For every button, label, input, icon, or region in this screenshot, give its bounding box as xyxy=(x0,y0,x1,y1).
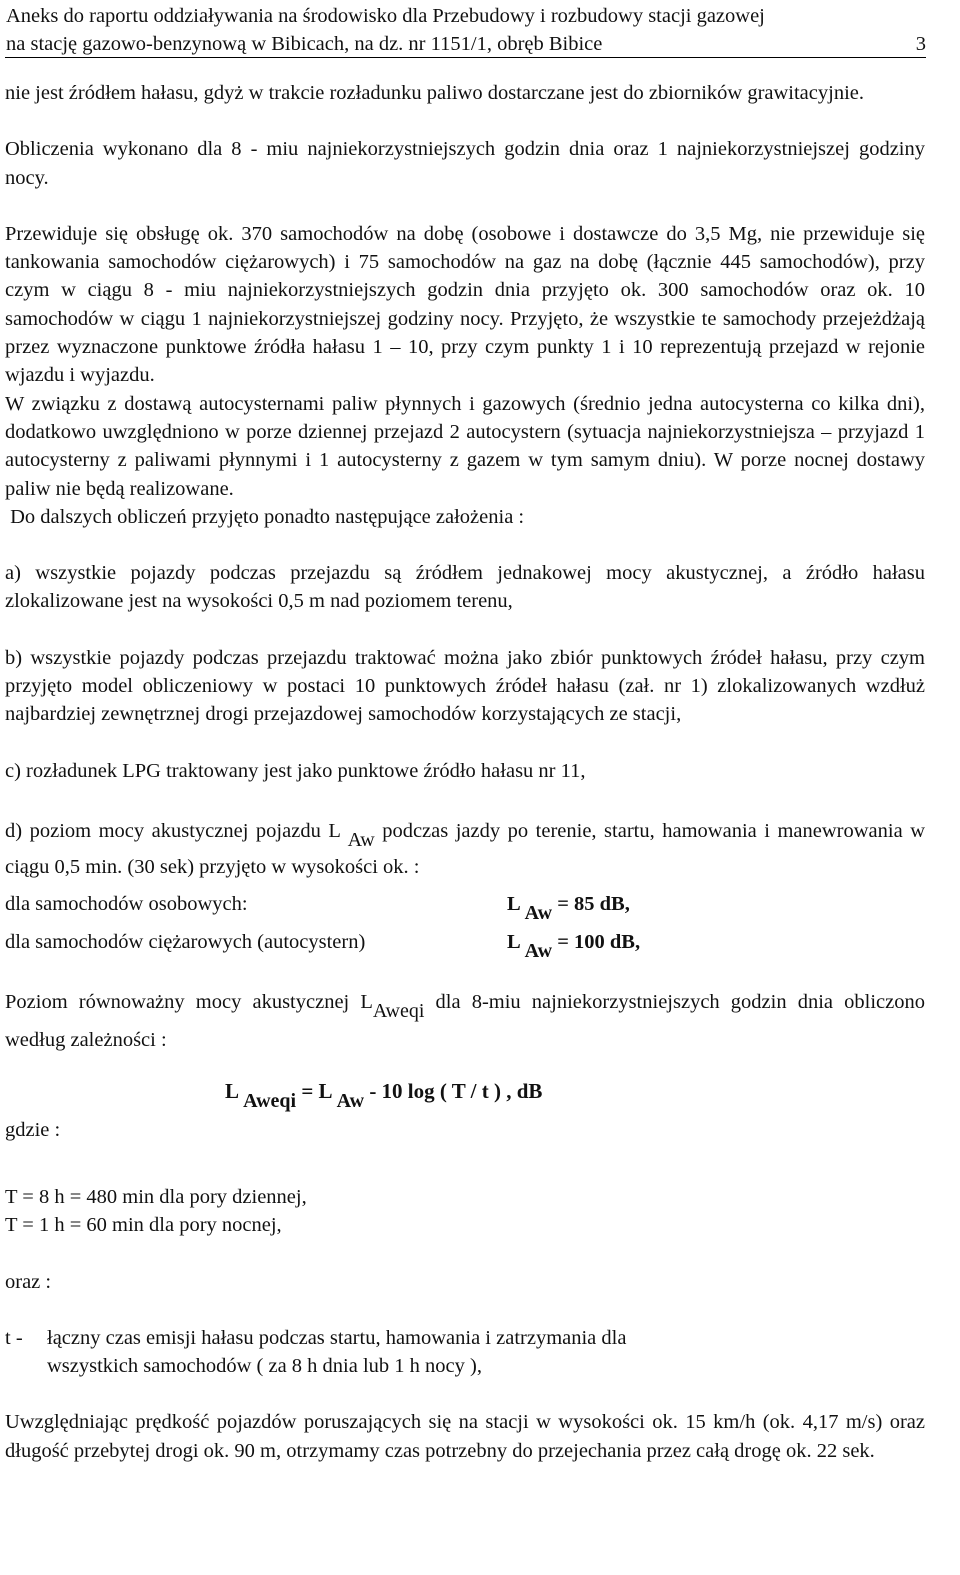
car-power-subscript: Aw xyxy=(524,901,553,924)
formula-tail: - 10 log ( T / t ) , dB xyxy=(364,1078,543,1103)
header-line-2 xyxy=(6,30,926,58)
formula-block xyxy=(5,1079,925,1169)
equivalent-level-text-cont: dla 8-miu najniekorzystniejszych godzin dnia obliczono według zależności : xyxy=(5,990,925,1051)
car-power-number: = 85 dB, xyxy=(552,892,630,915)
header-title-continued: na stację gazowo-benzynową w Bibicach, na dz. nr 1151/1, obręb Bibice xyxy=(6,33,603,55)
assumption-d xyxy=(5,813,925,885)
t-key: t - xyxy=(5,1326,23,1349)
speed-paragraph: Uwzględniając prędkość pojazdów poruszających się na stacji w wysokości ok. 15 km/h (ok. 4,17 m/s) oraz długość przebytej drogi ok. 90 m, otrzymamy czas potrzebny do przejechania przez całą drogę ok. 22 sek. xyxy=(5,1411,925,1462)
paragraph-3: Przewiduje się obsługę ok. 370 samochodów na dobę (osobowe i dostawcze do 3,5 Mg, nie przewiduje się tankowania samochodów ciężarowych) i 75 samochodów na gaz na dobę (łącznie 445 samochodów), przy czym w ciągu 8 - miu najniekorzystniejszych godzin dnia przyjęto ok. 300 samochodów oraz ok. 10 samochodów w ciągu 1 najniekorzystniejszej godziny nocy. Przyjęto, że wszystkie te samochody przejeżdżają przez wyznaczone punktowe źródła hałasu 1 – 10, przy czym punkty 1 i 10 reprezentują przejazd w rejonie wjazdu i wyjazdu. xyxy=(5,222,925,387)
assumption-c: c) rozładunek LPG traktowany jest jako punktowe źródło hałasu nr 11, xyxy=(5,759,586,782)
subscript-aw: Aw xyxy=(347,828,375,851)
paragraph-2: Obliczenia wykonano dla 8 - miu najniekorzystniejszych godzin dnia oraz 1 najniekorzystniejszej godziny nocy. xyxy=(5,138,925,189)
truck-power-row xyxy=(5,923,925,961)
formula-equals: = L xyxy=(296,1078,337,1103)
assumption-d-text-cont: podczas jazdy po terenie, startu, hamowania i manewrowania w ciągu 0,5 min. (30 sek) przyjęto w wysokości ok. : xyxy=(5,819,926,878)
t-definition-text xyxy=(47,1324,626,1381)
paragraph-4: W związku z dostawą autocysternami paliw płynnych i gazowych (średnio jedna autocysterna co kilka dni), dodatkowo uwzględniono w porze dziennej przejazd 2 autocystern (sytuacja najniekorzystniejsza – przyjazd 1 autocysterny z paliwami płynnymi i 1 autocysterny z gazem w tym samym dniu). W porze nocnej dostawy paliw nie będą realizowane. xyxy=(5,392,925,500)
t-definition-line-1: łączny czas emisji hałasu podczas startu, hamowania i zatrzymania dla xyxy=(47,1326,627,1349)
subscript-aweqi: Aweqi xyxy=(372,999,425,1022)
assumption-d-text: d) poziom mocy akustycznej pojazdu L xyxy=(5,819,348,842)
equivalent-level-paragraph xyxy=(5,983,925,1059)
formula-subscript-aw: Aw xyxy=(336,1089,365,1112)
paragraph-1: nie jest źródłem hałasu, gdyż w trakcie rozładunku paliwo dostarczane jest do zbiorników grawitacyjnie. xyxy=(5,82,864,104)
truck-power-number: = 100 dB, xyxy=(552,930,641,953)
equivalent-level-text: Poziom równoważny mocy akustycznej L xyxy=(5,990,373,1013)
truck-power-label: dla samochodów ciężarowych (autocystern) xyxy=(5,930,366,953)
car-power-label: dla samochodów osobowych: xyxy=(5,892,248,915)
truck-power-subscript: Aw xyxy=(524,939,553,962)
car-power-value xyxy=(507,885,630,923)
header-line-1: Aneks do raportu oddziaływania na środowisko dla Przebudowy i rozbudowy stacji gazowej xyxy=(6,5,765,27)
where-label: gdzie : xyxy=(5,1118,61,1141)
T-night: T = 1 h = 60 min dla pory nocnej, xyxy=(5,1214,282,1237)
page-header xyxy=(6,2,926,58)
paragraph-5: Do dalszych obliczeń przyjęto ponadto następujące założenia : xyxy=(5,505,525,528)
assumption-b: b) wszystkie pojazdy podczas przejazdu traktować można jako zbiór punktowych źródeł hałasu, przy czym przyjęto model obliczeniowy w postaci 10 punktowych źródeł hałasu (zał. nr 1) zlokalizowanych wzdłuż najbardziej zewnętrznej drogi przejazdowej samochodów korzystających ze stacji, xyxy=(5,646,925,726)
and-label: oraz : xyxy=(5,1270,52,1293)
formula-symbol: L xyxy=(225,1078,244,1103)
T-day: T = 8 h = 480 min dla pory dziennej, xyxy=(5,1185,307,1208)
formula-subscript-aweqi: Aweqi xyxy=(243,1089,297,1112)
page-number: 3 xyxy=(915,33,926,55)
truck-power-symbol: L xyxy=(507,930,525,953)
header-divider xyxy=(5,57,926,58)
formula xyxy=(225,1078,543,1112)
t-definition-line-2: wszystkich samochodów ( za 8 h dnia lub 1 h nocy ), xyxy=(47,1355,482,1378)
document-body xyxy=(5,79,925,1465)
car-power-symbol: L xyxy=(507,892,525,915)
car-power-row xyxy=(5,885,925,923)
t-definition xyxy=(5,1324,925,1381)
truck-power-value xyxy=(507,923,640,961)
assumption-a: a) wszystkie pojazdy podczas przejazdu są źródłem jednakowej mocy akustycznej, a źródło hałasu zlokalizowane jest na wysokości 0,5 m nad poziomem terenu, xyxy=(5,562,925,613)
